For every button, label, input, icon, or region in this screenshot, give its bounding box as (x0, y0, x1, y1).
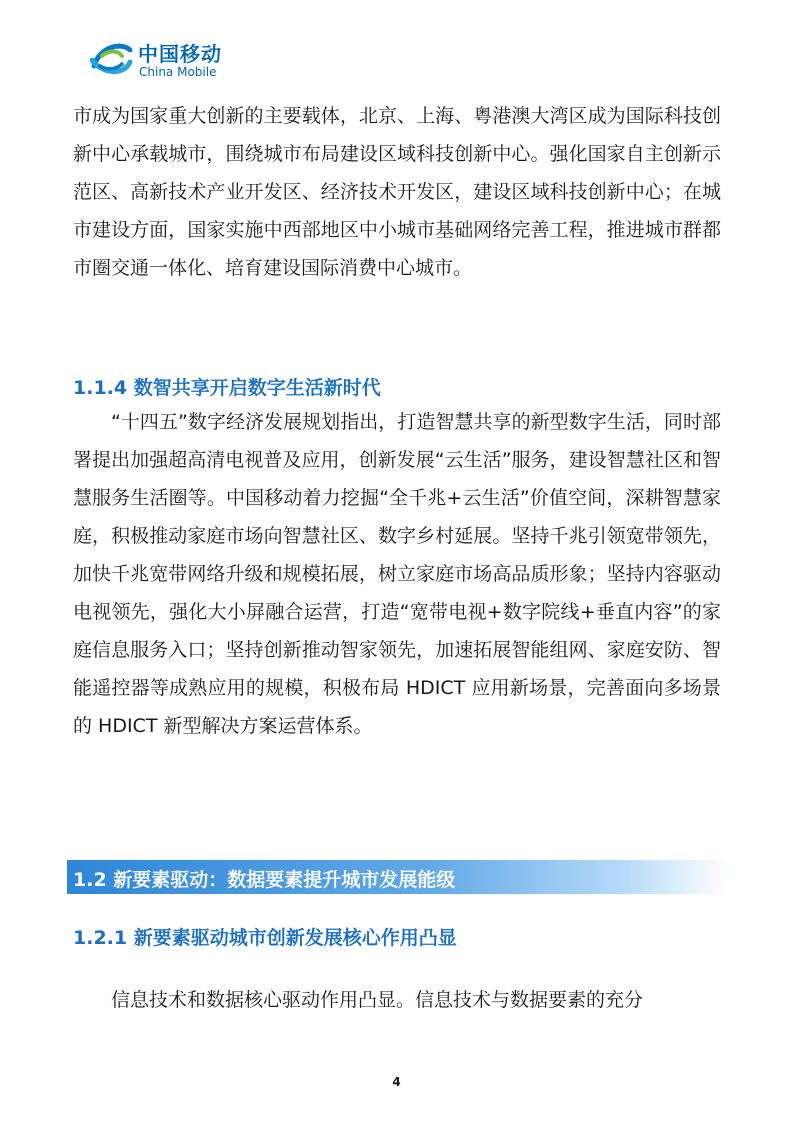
logo-text-english: China Mobile (139, 65, 217, 79)
paragraph-data-elements: 信息技术和数据核心驱动作用凸显。信息技术与数据要素的充分 (111, 989, 644, 1011)
section-heading-1-1-4: 1.1.4 数智共享开启数字生活新时代 (73, 377, 381, 399)
logo-text-chinese: 中国移动 (138, 42, 222, 66)
china-mobile-logo-icon (88, 36, 134, 82)
page-number: 4 (392, 1075, 401, 1089)
section-heading-1-2: 1.2 新要素驱动：数据要素提升城市发展能级 (73, 869, 456, 891)
paragraph-digital-life: “十四五”数字经济发展规划指出，打造智慧共享的新型数字生活，同时部署提出加强超高清电视普及应用，创新发展“云生活”服务，建设智慧社区和智慧服务生活圈等。中国移动着力挖掘“全千兆+云生活”价值空间，深耕智慧家庭，积极推动家庭市场向智慧社区、数字乡村延展。坚持千兆引领宽带领先，加快千兆宽带网络升级和规模拓展，树立家庭市场高品质形象；坚持内容驱动电视领先，强化大小屏融合运营，打造“宽带电视+数字院线+垂直内容”的家庭信息服务入口；坚持创新推动智家领先，加速拓展智能组网、家庭安防、智能遥控器等成熟应用的规模，积极布局 HDICT 应用新场景，完善面向多场景的 HDICT 新型解决方案运营体系。 (73, 411, 721, 737)
china-mobile-logo (88, 32, 248, 88)
section-heading-1-2-1: 1.2.1 新要素驱动城市创新发展核心作用凸显 (73, 927, 457, 949)
paragraph-city-innovation: 市成为国家重大创新的主要载体，北京、上海、粤港澳大湾区成为国际科技创新中心承载城市，围绕城市布局建设区域科技创新中心。强化国家自主创新示范区、高新技术产业开发区、经济技术开发区，建设区域科技创新中心；在城市建设方面，国家实施中西部地区中小城市基础网络完善工程，推进城市群都市圈交通一体化、培育建设国际消费中心城市。 (73, 105, 721, 279)
section-heading-1-2-banner (67, 860, 727, 894)
